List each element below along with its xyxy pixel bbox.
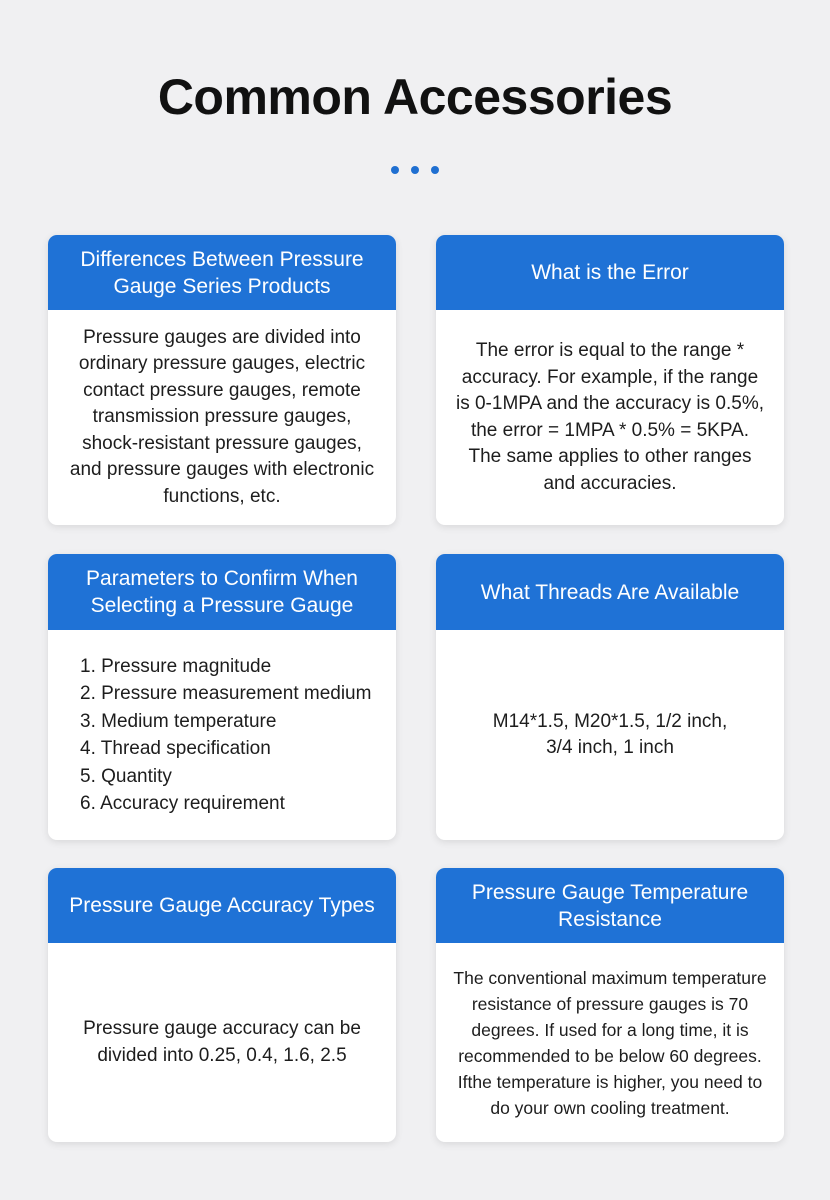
- card-header: [48, 868, 396, 943]
- card-header: [436, 554, 784, 630]
- list-item: 1. Pressure magnitude: [80, 655, 272, 677]
- card-threads-available: [436, 554, 784, 840]
- card-temperature-resistance: [436, 868, 784, 1142]
- card-series-differences: [48, 235, 396, 525]
- card-title: Pressure Gauge Accuracy Types: [69, 894, 375, 917]
- card-body: [48, 630, 396, 840]
- card-title: Parameters to Confirm When Selecting a Pressure Gauge: [86, 567, 358, 617]
- card-text: Pressure gauge accuracy can be divided into 0.25, 0.4, 1.6, 2.5: [83, 1018, 361, 1066]
- card-text: The conventional maximum temperature resistance of pressure gauges is 70 degrees. If used for a long time, it is recommended to be below 60 degrees. Ifthe temperature is higher, you need to do your own cooling treatment.: [453, 967, 767, 1118]
- dot-icon: [391, 166, 399, 174]
- card-text: M14*1.5, M20*1.5, 1/2 inch, 3/4 inch, 1 inch: [492, 710, 728, 758]
- page-title: Common Accessories: [157, 69, 673, 125]
- card-body: [436, 310, 784, 525]
- card-header: [436, 235, 784, 310]
- card-body: [48, 310, 396, 525]
- card-text: The error is equal to the range * accuracy. For example, if the range is 0-1MPA and the accuracy is 0.5%, the error = 1MPA * 0.5% = 5KPA. The same applies to other ranges and accuracies.: [455, 340, 765, 494]
- card-what-is-error: [436, 235, 784, 525]
- card-title: What is the Error: [531, 261, 689, 284]
- card-body: [436, 943, 784, 1142]
- list-item: 2. Pressure measurement medium: [80, 683, 372, 704]
- card-header: [48, 554, 396, 630]
- card-title: What Threads Are Available: [480, 580, 740, 604]
- card-selection-parameters: [48, 554, 396, 840]
- list-item: 4. Thread specification: [80, 738, 271, 759]
- card-body: [436, 630, 784, 840]
- list-item: 3. Medium temperature: [80, 710, 277, 732]
- card-title: Differences Between Pressure Gauge Series Products: [80, 247, 364, 298]
- parameter-list: [80, 653, 371, 818]
- dot-icon: [431, 166, 439, 174]
- list-item: 5. Quantity: [80, 765, 172, 787]
- dot-icon: [411, 166, 419, 174]
- card-title: Pressure Gauge Temperature Resistance: [471, 880, 749, 931]
- card-header: [48, 235, 396, 310]
- card-header: [436, 868, 784, 943]
- card-body: [48, 943, 396, 1142]
- title-divider-dots: [0, 166, 830, 174]
- list-item: 6. Accuracy requirement: [80, 793, 285, 814]
- card-text: Pressure gauges are divided into ordinary pressure gauges, electric contact pressure gauges, remote transmission pressure gauges, shock-resistant pressure gauges, and pressure gauges with electronic functions, etc.: [69, 326, 375, 507]
- card-accuracy-types: [48, 868, 396, 1142]
